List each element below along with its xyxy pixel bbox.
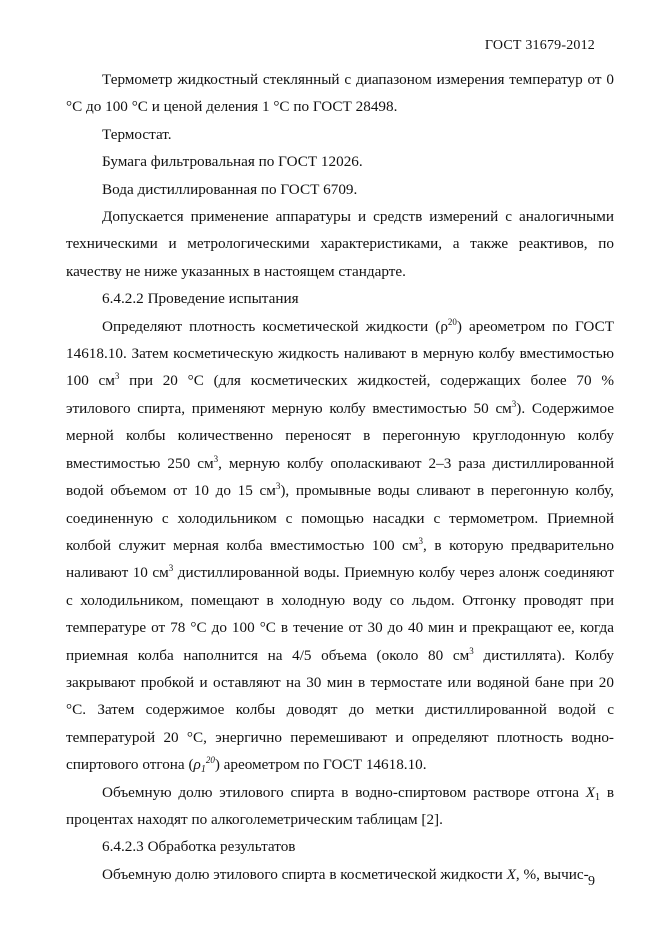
paragraph-distilled-water: Вода дистиллированная по ГОСТ 6709.: [102, 180, 358, 198]
paragraph-filter-paper: Бумага фильтровальная по ГОСТ 12026.: [102, 153, 363, 171]
paragraph-results-calculation: Объемную долю этилового спирта в косметической жидкости X, %, вычис-: [102, 865, 589, 883]
section-heading-results-processing: 6.4.2.3 Обработка результатов: [102, 838, 296, 856]
document-code-header: ГОСТ 31679-2012: [484, 38, 595, 53]
paragraph-thermostat: Термостат.: [102, 125, 172, 143]
density-symbol: $\rho_1^{20}$: [193, 755, 215, 776]
document-body: [66, 66, 614, 888]
paragraph-test-procedure: Определяют плотность косметической жидкости $(\rho^{20})$ ареометром по ГОСТ 14618.10. Затем косметическую жидкость наливают в мерную колбу вместимостью 100 $см^3$ при 20 °С (для косметических жидкостей, содержащих более 70 % этилового спирта, применяют мерную колбу вместимостью 50 $см^3$). Содержимое мерной колбы количественно переносят в перегонную круглодонную колбу вместимостью 250 $см^3$, мерную колбу ополаскивают 2–3 раза дистиллированной водой объемом от 10 до 15 $см^3$), промывные воды сливают в перегонную колбу, соединенную с холодильником с помощью насадки с термометром. Приемной колбой служит мерная колба вместимостью 100 $см^3$, в которую предварительно наливают 10 $см^3$ дистиллированной воды. Приемную колбу через алонж соединяют с холодильником, помещают в холодную воду со льдом. Отгонку проводят при температуре от 78 °С до 100 °С в течение от 30 до 40 мин и прекращают ее, когда приемная колба наполнится на 4/5 объема (около 80 $см^3$ дистиллята). Колбу закрывают пробкой и оставляют на 30 мин в термостате или водяной бане при 20 °С. Затем содержимое колбы доводят до метки дистиллированной водой с температурой 20 °С, энергично перемешивают и определяют плотность водно-спиртового отгона $(\rho_1^{20})$ ареометром по ГОСТ 14618.10.: [66, 316, 615, 776]
paragraph-equipment-allowance: Допускается применение аппаратуры и средств измерений с аналогичными техническими и метрологическими характеристиками, а также реактивов, по качеству не ниже указанных в настоящем стандарте.: [66, 208, 614, 280]
paragraph-alcohol-tables: Объемную долю этилового спирта в водно-спиртовом растворе отгона $X_1$ в процентах находят по алкоголеметрическим таблицам [2].: [66, 783, 614, 828]
paragraph-thermometer: Термометр жидкостный стеклянный с диапазоном измерения температур от 0 °С до 100 °С и ценой деления 1 °С по ГОСТ 28498.: [66, 71, 614, 116]
page-number: 9: [588, 874, 595, 889]
section-heading-test-procedure: 6.4.2.2 Проведение испытания: [102, 290, 299, 308]
